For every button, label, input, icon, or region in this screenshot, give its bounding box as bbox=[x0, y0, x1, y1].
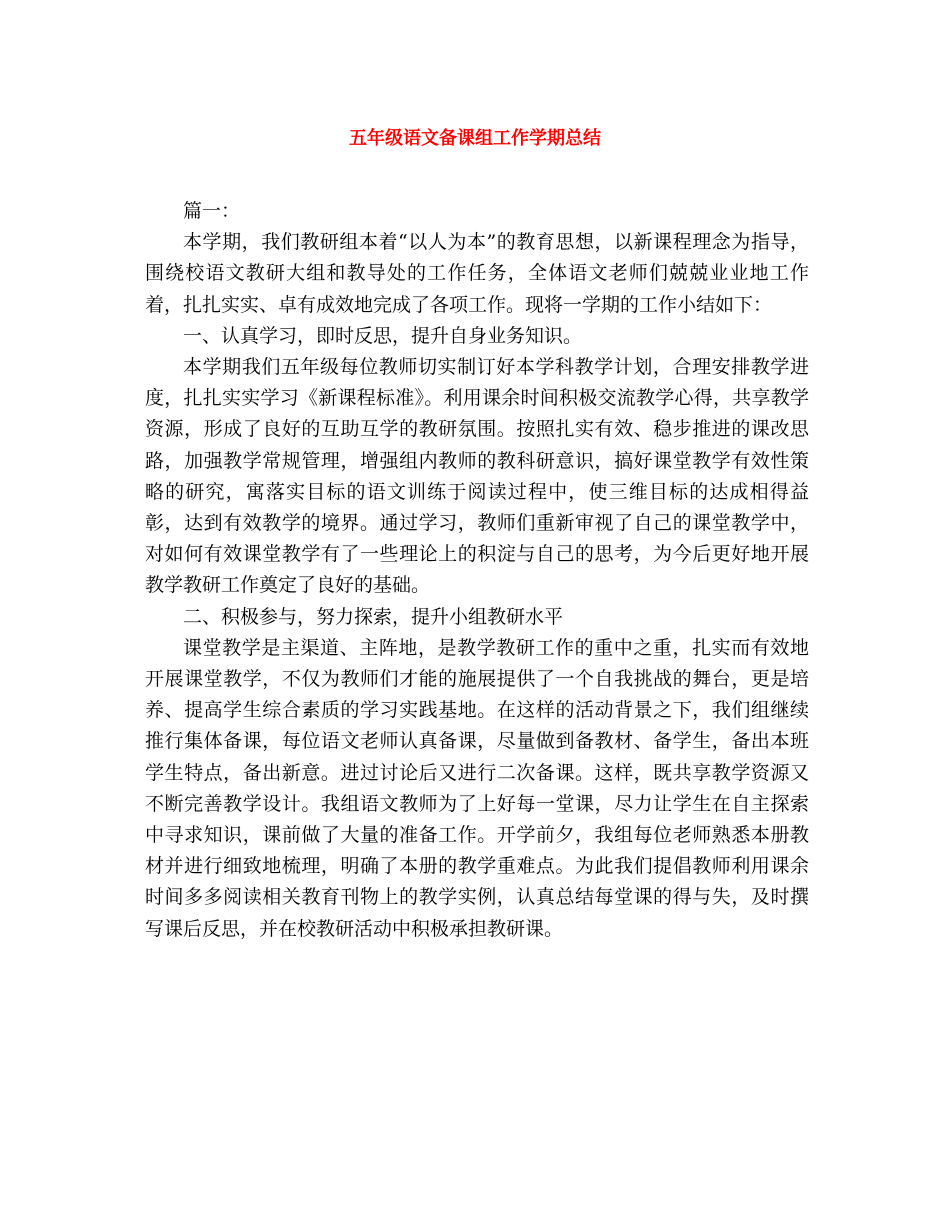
section-heading-1: 一、认真学习，即时反思，提升自身业务知识。 bbox=[183, 324, 583, 347]
body-paragraph-1: 本学期我们五年级每位教师切实制订好本学科教学计划，合理安排教学进度，扎扎实实学习《新课程标准》。利用课余时间积极交流教学心得，共享教学资源，形成了良好的互助互学的教研氛围。按照扎实有效、稳步推进的课改思路，加强教学常规管理，增强组内教师的教科研意识，搞好课堂教学有效性策略的研究，寓落实目标的语文训练于阅读过程中，使三维目标的达成相得益彰，达到有效教学的境界。通过学习，教师们重新审视了自己的课堂教学中，对如何有效课堂教学有了一些理论上的积淀与自己的思考，为今后更好地开展教学教研工作奠定了良好的基础。 bbox=[145, 356, 809, 597]
section-label: 篇一： bbox=[183, 200, 241, 222]
document-body bbox=[145, 196, 809, 945]
body-paragraph-2: 课堂教学是主渠道、主阵地，是教学教研工作的重中之重，扎实而有效地开展课堂教学，不仅为教师们才能的施展提供了一个自我挑战的舞台，更是培养、提高学生综合素质的学习实践基地。在这样的活动背景之下，我们组继续推行集体备课，每位语文老师认真备课，尽量做到备教材、备学生，备出本班学生特点，备出新意。进过讨论后又进行二次备课。这样，既共享教学资源又不断完善教学设计。我组语文教师为了上好每一堂课，尽力让学生在自主探索中寻求知识，课前做了大量的准备工作。开学前夕，我组每位老师熟悉本册教材并进行细致地梳理，明确了本册的教学重难点。为此我们提倡教师利用课余时间多多阅读相关教育刊物上的教学实例，认真总结每堂课的得与失，及时撰写课后反思，并在校教研活动中积极承担教研课。 bbox=[145, 636, 809, 940]
section-heading-2: 二、积极参与，努力探索，提升小组教研水平 bbox=[183, 605, 564, 628]
document-title: 五年级语文备课组工作学期总结 bbox=[349, 128, 601, 149]
intro-paragraph: 本学期，我们教研组本着“以人为本”的教育思想，以新课程理念为指导，围绕校语文教研大组和教导处的工作任务，全体语文老师们兢兢业业地工作着，扎扎实实、卓有成效地完成了各项工作。现将一学期的工作小结如下： bbox=[145, 231, 809, 316]
